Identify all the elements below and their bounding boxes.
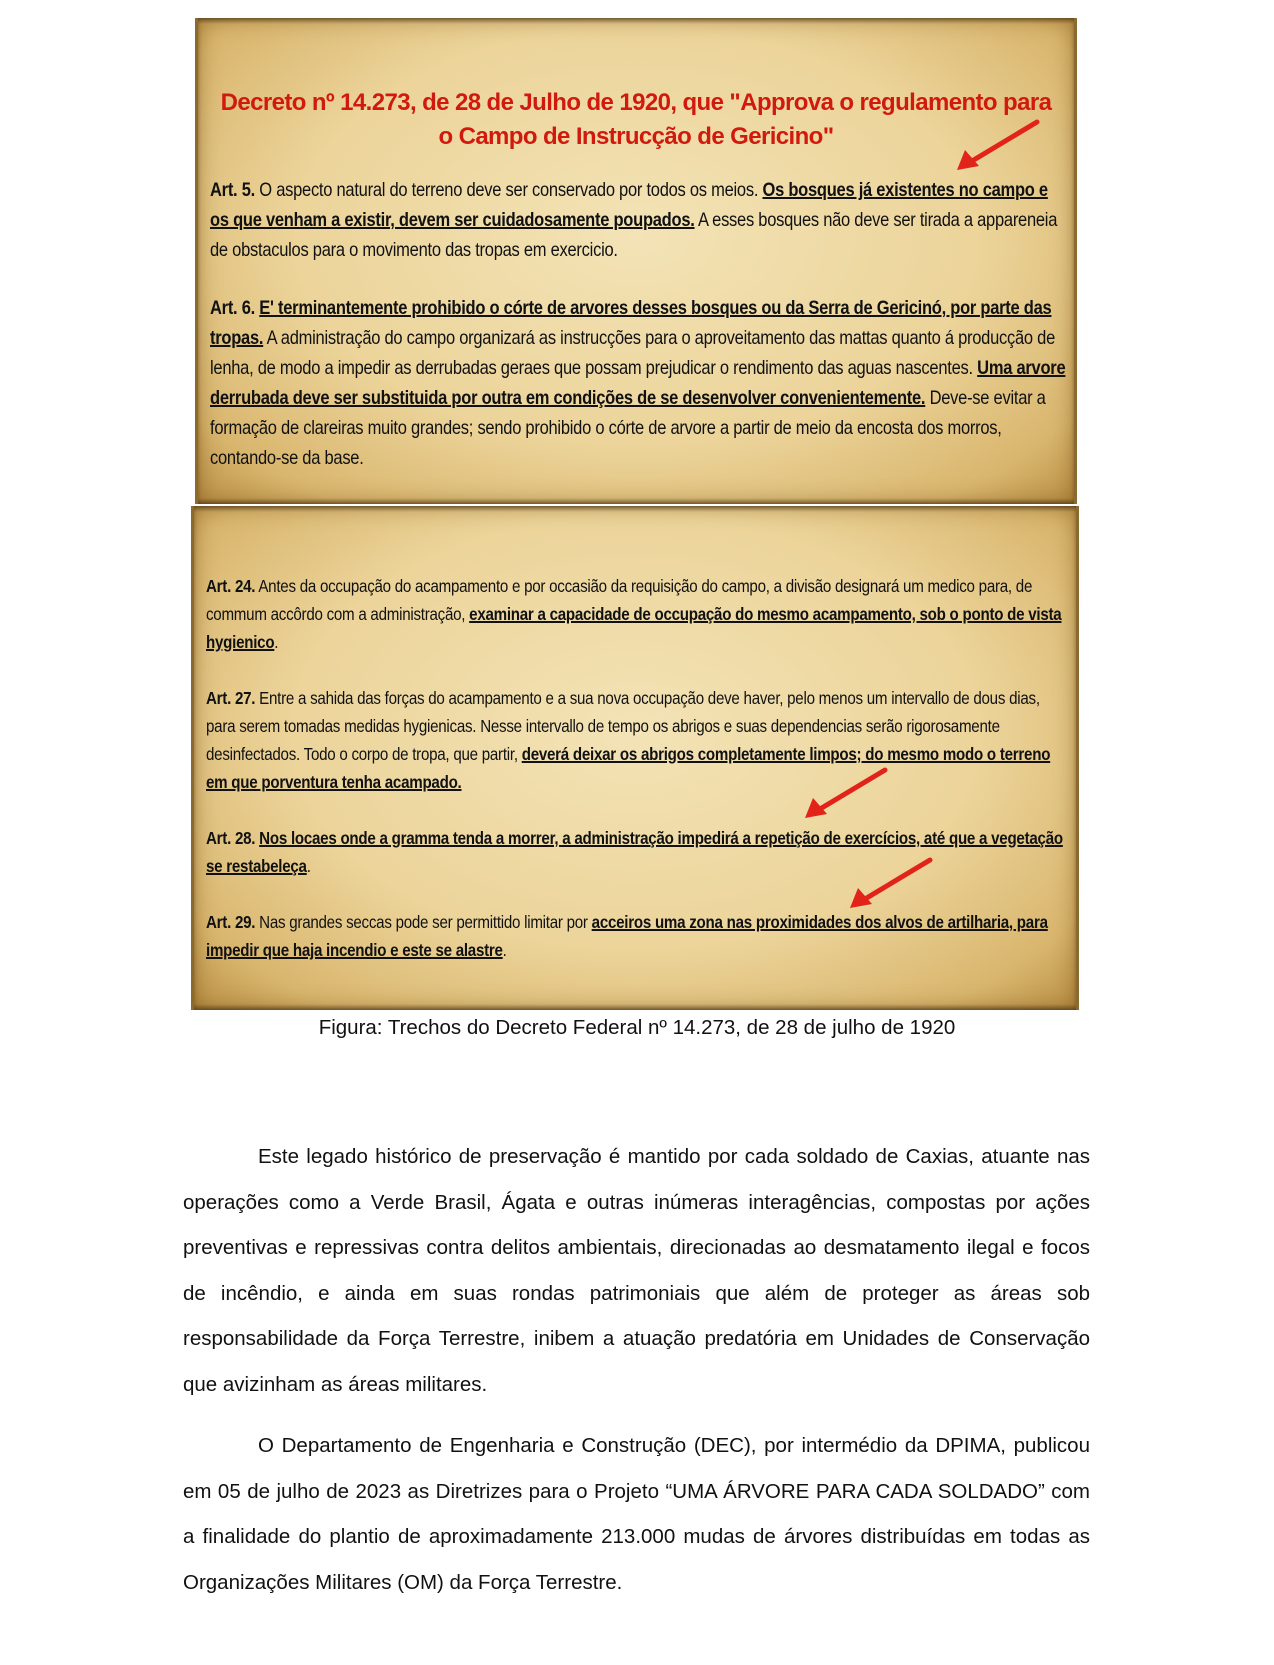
article-text: A esses bosques não deve ser tirada a appareneia de obstaculos para o movimento das tropas em exercicio. — [210, 210, 1058, 261]
article-text: . — [306, 856, 311, 876]
figure-caption: Figura: Trechos do Decreto Federal nº 14.273, de 28 de julho de 1920 — [318, 1016, 956, 1039]
article-29 — [206, 908, 1066, 964]
red-arrow-icon — [846, 854, 936, 914]
article-number: Art. 5. — [210, 180, 255, 201]
article-highlight: Nos locaes onde a gramma tenda a morrer, a administração impedirá a repetição de exercícios, até que a vegetação se restabeleça — [206, 828, 1063, 876]
article-text: A administração do campo organizará as instrucções para o aproveitamento das mattas quanto á producção de lenha, de modo a impedir as derrubadas geraes que possam prejudicar o rendimento das aguas nascentes. — [210, 328, 1056, 379]
parchment-edge — [194, 1004, 1076, 1010]
parchment-edge — [194, 506, 1076, 512]
article-highlight: Os bosques já existentes no campo e os que venham a existir, devem ser cuidadosamente poupados. — [210, 180, 1048, 231]
red-arrow-icon — [953, 116, 1043, 176]
decree-title: Decreto nº 14.273, de 28 de Julho de 1920, que "Approva o regulamento para o Campo de Instrucção de Gericino" — [220, 89, 1052, 150]
article-5 — [210, 176, 1070, 266]
body-paragraph: O Departamento de Engenharia e Construção (DEC), por intermédio da DPIMA, publicou em 05 de julho de 2023 as Diretrizes para o Projeto “UMA ÁRVORE PARA CADA SOLDADO” com a finalidade do plantio de aproximadamente 213.000 mudas de árvores distribuídas em todas as Organizações Militares (OM) da Força Terrestre. — [183, 1434, 1090, 1594]
article-highlight: acceiros uma zona nas proximidades dos alvos de artilharia, para impedir que haja incendio e este se alastre — [206, 912, 1048, 960]
article-text: . — [274, 632, 279, 652]
red-arrow-icon — [801, 764, 891, 824]
article-6 — [210, 294, 1070, 474]
article-number: Art. 27. — [206, 688, 256, 708]
article-number: Art. 29. — [206, 912, 256, 932]
article-number: Art. 6. — [210, 298, 255, 319]
article-text: Antes da occupação do acampamento e por occasião da requisição do campo, a divisão designará um medico para, de commum accôrdo com a administração, — [206, 576, 1033, 624]
article-24 — [206, 572, 1066, 656]
article-text: Deve-se evitar a formação de clareiras muito grandes; sendo prohibido o córte de arvore a partir de meio da encosta dos morros, contando-se da base. — [210, 388, 1046, 469]
article-text: Entre a sahida das forças do acampamento e a sua nova occupação deve haver, pelo menos um intervallo de dous dias, para serem tomadas medidas hygienicas. Nesse intervallo de tempo os abrigos e suas dependencias serão rigorosamente desinfectados. Todo o corpo de tropa, que partir, — [206, 688, 1040, 764]
article-highlight: examinar a capacidade de occupação do mesmo acampamento, sob o ponto de vista hygienico — [206, 604, 1062, 652]
parchment-edge — [198, 18, 1074, 24]
article-highlight: deverá deixar os abrigos completamente limpos; do mesmo modo o terreno em que porventura tenha acampado. — [206, 744, 1051, 792]
body-paragraph: Este legado histórico de preservação é mantido por cada soldado de Caxias, atuante nas operações como a Verde Brasil, Ágata e outras inúmeras interagências, compostas por ações preventivas e repressivas contra delitos ambientais, direcionadas ao desmatamento ilegal e focos de incêndio, e ainda em suas rondas patrimoniais que além de proteger as áreas sob responsabilidade da Força Terrestre, inibem a atuação predatória em Unidades de Conservação que avizinham as áreas militares. — [183, 1145, 1090, 1396]
article-27 — [206, 684, 1066, 796]
article-number: Art. 24. — [206, 576, 256, 596]
article-number: Art. 28. — [206, 828, 256, 848]
article-text: . — [502, 940, 507, 960]
parchment-edge — [198, 498, 1074, 504]
decree-excerpt-top — [195, 18, 1077, 504]
article-highlight: Uma arvore derrubada deve ser substituida por outra em condições de se desenvolver convenientemente. — [210, 358, 1066, 409]
article-text: O aspecto natural do terreno deve ser conservado por todos os meios. — [254, 180, 763, 201]
article-text: Nas grandes seccas pode ser permittido limitar por — [255, 912, 592, 932]
article-highlight: E' terminantemente prohibido o córte de arvores desses bosques ou da Serra de Gericinó, por parte das tropas. — [210, 298, 1052, 349]
decree-excerpt-bottom — [191, 506, 1079, 1010]
article-28 — [206, 824, 1066, 880]
